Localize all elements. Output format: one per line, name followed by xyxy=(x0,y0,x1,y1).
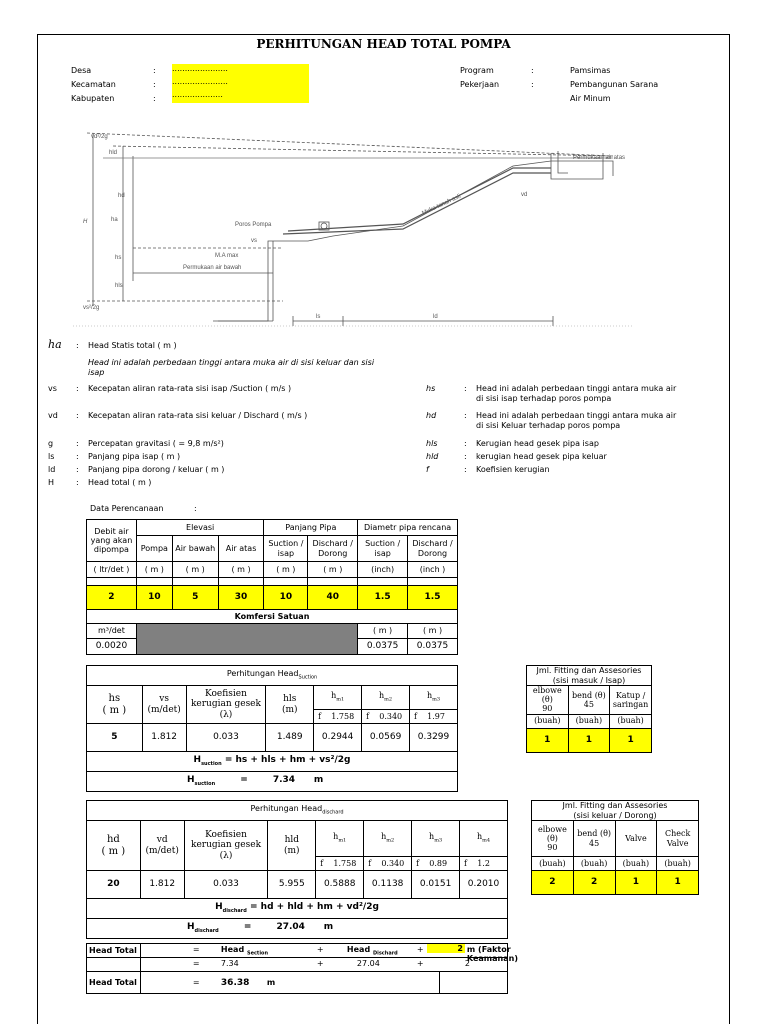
fd-unit-3: (buah) xyxy=(657,857,699,871)
def-colon-r5: : xyxy=(464,465,467,474)
s-v-vs: 1.812 xyxy=(142,724,186,752)
def-sym-f: f xyxy=(426,465,429,474)
def-colon-2: : xyxy=(76,384,79,393)
dlabel-permukaan-atas: Permukaan air atas xyxy=(573,155,626,161)
v-pompa[interactable]: 10 xyxy=(136,586,172,610)
def-colon-r1: : xyxy=(464,384,467,393)
value-pekerjaan: Pembangunan Sarana xyxy=(570,80,659,89)
h-diameter: Diametr pipa rencana xyxy=(358,520,458,536)
konv-val-1: 0.0375 xyxy=(358,639,408,655)
dlabel-hs: hs xyxy=(115,255,122,261)
def-text-ls: Panjang pipa isap ( m ) xyxy=(88,452,181,461)
discharge-result: $H_{dischard}$ = 27.04 m xyxy=(87,919,508,939)
def-text-hs: Head ini adalah perbedaan tinggi antara muka air xyxy=(476,384,677,393)
fd-val-1[interactable]: 2 xyxy=(573,871,615,895)
ht-row3: = 36.38 m xyxy=(140,972,439,994)
h-debit: Debit air yang akan dipompa xyxy=(87,520,137,562)
def-sym-hd: hd xyxy=(426,411,437,420)
sep-kabupaten: : xyxy=(153,94,156,103)
h-panjang: Panjang Pipa xyxy=(264,520,358,536)
d-v-m3: 0.0151 xyxy=(412,871,460,899)
d-f2: f 0.340 xyxy=(364,857,412,871)
def-text-vs: Kecepatan aliran rata-rata sisi isap /Suction ( m/s ) xyxy=(88,384,292,393)
def-text-vd: Kecepatan aliran rata-rata sisi keluar / Dischard ( m/s ) xyxy=(88,411,308,420)
fs-unit-2: (buah) xyxy=(610,714,652,728)
s-f2: f 0.340 xyxy=(362,710,410,724)
s-v-m3: 0.3299 xyxy=(410,724,458,752)
def-sym-ls: ls xyxy=(48,452,55,461)
fs-col-2: Katup / saringan xyxy=(610,686,652,715)
h-suction: Suction / isap xyxy=(264,536,308,562)
data-perencanaan-label: Data Perencanaan xyxy=(90,504,164,513)
d-h-m1: $h_{m1}$ xyxy=(316,821,364,857)
d-f1: f 1.758 xyxy=(316,857,364,871)
ht-row1: = Head $_{Section}$ + Head $_{Dischard}$ + 2 m (Faktor Keamanan) xyxy=(140,944,507,958)
ht-label-1: Head Total xyxy=(87,944,141,958)
fs-col-0: elbowe (θ) 90 xyxy=(527,686,569,715)
suction-title: Perhitungan Head$_{Suction}$ xyxy=(87,666,458,686)
dlabel-mamax: M.A max xyxy=(215,253,239,259)
discharge-formula: $H_{dischard}$ = hd + hld + hm + vd²/2g xyxy=(87,899,508,919)
fitting-discharge-table xyxy=(531,800,699,895)
u-1: ( m ) xyxy=(136,562,172,578)
def-colon-3: : xyxy=(76,411,79,420)
s-h-m1: $h_{m1}$ xyxy=(314,686,362,710)
dlabel-muka-tanah: Muka tanah asli xyxy=(421,193,462,217)
dlabel-ls: ls xyxy=(316,314,321,320)
s-h-hs: hs ( m ) xyxy=(87,686,143,724)
h-pompa: Pompa xyxy=(136,536,172,562)
fs-val-1[interactable]: 1 xyxy=(568,728,610,752)
label-program: Program xyxy=(460,66,494,75)
def-note-ha: Head ini adalah perbedaan tinggi antara muka air di sisi keluar dan sisi isap xyxy=(88,358,375,377)
def-text-hls: Kerugian head gesek pipa isap xyxy=(476,439,599,448)
d-f3: f 0.89 xyxy=(412,857,460,871)
d-h-hld: hld (m) xyxy=(268,821,316,871)
v-suction[interactable]: 10 xyxy=(264,586,308,610)
def-text-hs-2: di sisi isap terhadap poros pompa xyxy=(476,394,612,403)
worksheet xyxy=(37,34,730,1024)
def-colon-r3: : xyxy=(464,439,467,448)
label-kecamatan: Kecamatan xyxy=(71,80,116,89)
head-total-table xyxy=(86,943,518,994)
u-0: ( ltr/det ) xyxy=(87,562,137,578)
dlabel-poros: Poros Pompa xyxy=(235,222,272,228)
def-colon-r2: : xyxy=(464,411,467,420)
discharge-title: Perhitungan Head$_{dischard}$ xyxy=(87,801,508,821)
konv-unit-0: m³/det xyxy=(87,624,137,639)
def-sym-hls: hls xyxy=(426,439,438,448)
label-pekerjaan: Pekerjaan xyxy=(460,80,500,89)
field-kabupaten[interactable]: .................... xyxy=(172,90,309,103)
def-colon-7: : xyxy=(76,478,79,487)
v-debit[interactable]: 2 xyxy=(87,586,137,610)
fd-unit-0: (buah) xyxy=(532,857,574,871)
s-f3: f 1.97 xyxy=(410,710,458,724)
konv-val-0: 0.0020 xyxy=(87,639,137,655)
h-dischard: Dischard / Dorong xyxy=(308,536,358,562)
def-text-H: Head total ( m ) xyxy=(88,478,152,487)
d-h-m2: $h_{m2}$ xyxy=(364,821,412,857)
v-air-atas[interactable]: 30 xyxy=(218,586,264,610)
sep-pekerjaan: : xyxy=(531,80,534,89)
d-h-m4: $h_{m4}$ xyxy=(460,821,508,857)
dlabel-hd: hd xyxy=(118,193,125,199)
fd-col-1: bend (θ) 45 xyxy=(573,821,615,857)
value-pekerjaan-2: Air Minum xyxy=(570,94,611,103)
s-h-vs: vs (m/det) xyxy=(142,686,186,724)
fd-col-2: Valve xyxy=(615,821,657,857)
d-h-koef: Koefisien kerugian gesek (λ) xyxy=(184,821,268,871)
d-h-hd: hd ( m ) xyxy=(87,821,141,871)
fs-col-1: bend (θ) 45 xyxy=(568,686,610,715)
fs-unit-1: (buah) xyxy=(568,714,610,728)
konversi-header: Komfersi Satuan xyxy=(87,610,458,624)
def-colon-6: : xyxy=(76,465,79,474)
page-title: PERHITUNGAN HEAD TOTAL POMPA xyxy=(256,37,511,51)
u-4: ( m ) xyxy=(264,562,308,578)
dlabel-ha: ha xyxy=(111,217,118,223)
data-perencanaan-table xyxy=(86,519,458,655)
d-v-koef: 0.033 xyxy=(184,871,268,899)
value-program: Pamsimas xyxy=(570,66,611,75)
pump-head-diagram xyxy=(73,111,653,333)
u-5: ( m ) xyxy=(308,562,358,578)
s-v-hls: 1.489 xyxy=(266,724,314,752)
field-desa[interactable]: ...................... xyxy=(172,64,309,77)
fd-unit-1: (buah) xyxy=(573,857,615,871)
def-text-hd: Head ini adalah perbedaan tinggi antara muka air xyxy=(476,411,677,420)
ht-row2: = 7.34 + 27.04 + 2 xyxy=(140,958,507,972)
field-kecamatan[interactable]: ...................... xyxy=(172,77,309,90)
dlabel-hls: hls xyxy=(115,283,123,289)
fd-col-0: elbowe (θ) 90 xyxy=(532,821,574,857)
fs-title: Jml. Fitting dan Assesories (sisi masuk / Isap) xyxy=(527,666,652,686)
v-dia-dischard[interactable]: 1.5 xyxy=(408,586,458,610)
safety-factor[interactable]: 2 xyxy=(427,944,465,953)
head-total-value: 36.38 xyxy=(220,978,250,988)
d-h-m3: $h_{m3}$ xyxy=(412,821,460,857)
v-dischard[interactable]: 40 xyxy=(308,586,358,610)
s-v-m1: 0.2944 xyxy=(314,724,362,752)
s-v-m2: 0.0569 xyxy=(362,724,410,752)
sep-kecamatan: : xyxy=(153,80,156,89)
dlabel-vd2g: vd²/2g xyxy=(91,134,108,140)
suction-result: $H_{suction}$ = 7.34 m xyxy=(87,772,458,792)
def-sym-ld: ld xyxy=(48,465,56,474)
fd-col-3: Check Valve xyxy=(657,821,699,857)
d-v-m2: 0.1138 xyxy=(364,871,412,899)
dlabel-vd: vd xyxy=(521,192,528,198)
def-text-hld: kerugian head gesek pipa keluar xyxy=(476,452,607,461)
def-text-hd-2: di sisi Keluar terhadap poros pompa xyxy=(476,421,621,430)
s-h-hls: hls (m) xyxy=(266,686,314,724)
d-v-hld: 5.955 xyxy=(268,871,316,899)
def-text-f: Koefisien kerugian xyxy=(476,465,550,474)
def-text-ld: Panjang pipa dorong / keluar ( m ) xyxy=(88,465,225,474)
s-v-koef: 0.033 xyxy=(186,724,266,752)
d-v-m4: 0.2010 xyxy=(460,871,508,899)
fd-val-3[interactable]: 1 xyxy=(657,871,699,895)
s-h-koef: Koefisien kerugian gesek (λ) xyxy=(186,686,266,724)
fs-unit-0: (buah) xyxy=(527,714,569,728)
ht-label-3: Head Total xyxy=(87,972,141,994)
dlabel-ld: ld xyxy=(433,314,438,320)
discharge-table xyxy=(86,800,508,939)
label-desa: Desa xyxy=(71,66,92,75)
def-text-g: Percepatan gravitasi ( = 9,8 m/s²) xyxy=(88,439,224,448)
dlabel-permukaan-bawah: Permukaan air bawah xyxy=(183,265,242,271)
def-sym-vd: vd xyxy=(48,411,58,420)
fitting-suction-table xyxy=(526,665,652,753)
def-colon-4: : xyxy=(76,439,79,448)
sep-program: : xyxy=(531,66,534,75)
h-suction-d: Suction / isap xyxy=(358,536,408,562)
dlabel-vs2g: vs²/2g xyxy=(83,305,100,311)
dlabel-H: H xyxy=(83,219,88,225)
h-dischard-d: Dischard / Dorong xyxy=(408,536,458,562)
fs-val-0[interactable]: 1 xyxy=(527,728,569,752)
label-kabupaten: Kabupaten xyxy=(71,94,115,103)
konv-unit-1: ( m ) xyxy=(358,624,408,639)
h-elevasi: Elevasi xyxy=(136,520,264,536)
u-3: ( m ) xyxy=(218,562,264,578)
u-6: (inch) xyxy=(358,562,408,578)
s-h-m3: $h_{m3}$ xyxy=(410,686,458,710)
s-f1: f 1.758 xyxy=(314,710,362,724)
def-colon-5: : xyxy=(76,452,79,461)
d-v-m1: 0.5888 xyxy=(316,871,364,899)
data-perencanaan-sep: : xyxy=(194,504,197,513)
suction-formula: $H_{suction}$ = hs + hls + hm + vs²/2g xyxy=(87,752,458,772)
def-text-ha: Head Statis total ( m ) xyxy=(88,341,177,350)
def-sym-g: g xyxy=(48,439,54,448)
s-v-hs: 5 xyxy=(87,724,143,752)
sep-desa: : xyxy=(153,66,156,75)
h-air-bawah: Air bawah xyxy=(172,536,218,562)
v-air-bawah[interactable]: 5 xyxy=(172,586,218,610)
dlabel-vs: vs xyxy=(251,238,257,244)
u-2: ( m ) xyxy=(172,562,218,578)
konv-unit-2: ( m ) xyxy=(408,624,458,639)
d-v-vd: 1.812 xyxy=(140,871,184,899)
fs-val-2[interactable]: 1 xyxy=(610,728,652,752)
fd-title: Jml. Fitting dan Assesories (sisi keluar / Dorong) xyxy=(532,801,699,821)
u-7: (inch ) xyxy=(408,562,458,578)
def-colon-1: : xyxy=(76,341,79,350)
def-sym-vs: vs xyxy=(48,384,57,393)
h-air-atas: Air atas xyxy=(218,536,264,562)
def-sym-hs: hs xyxy=(426,384,436,393)
d-f4: f 1.2 xyxy=(460,857,508,871)
def-colon-r4: : xyxy=(464,452,467,461)
d-v-hd: 20 xyxy=(87,871,141,899)
s-h-m2: $h_{m2}$ xyxy=(362,686,410,710)
def-sym-hld: hld xyxy=(426,452,439,461)
suction-table xyxy=(86,665,458,792)
d-h-vd: vd (m/det) xyxy=(140,821,184,871)
fd-val-2[interactable]: 1 xyxy=(615,871,657,895)
v-dia-suction[interactable]: 1.5 xyxy=(358,586,408,610)
fd-unit-2: (buah) xyxy=(615,857,657,871)
fd-val-0[interactable]: 2 xyxy=(532,871,574,895)
def-sym-H: H xyxy=(48,478,55,487)
def-sym-ha: ha xyxy=(48,338,62,351)
konv-val-2: 0.0375 xyxy=(408,639,458,655)
dlabel-hld: hld xyxy=(109,150,118,156)
